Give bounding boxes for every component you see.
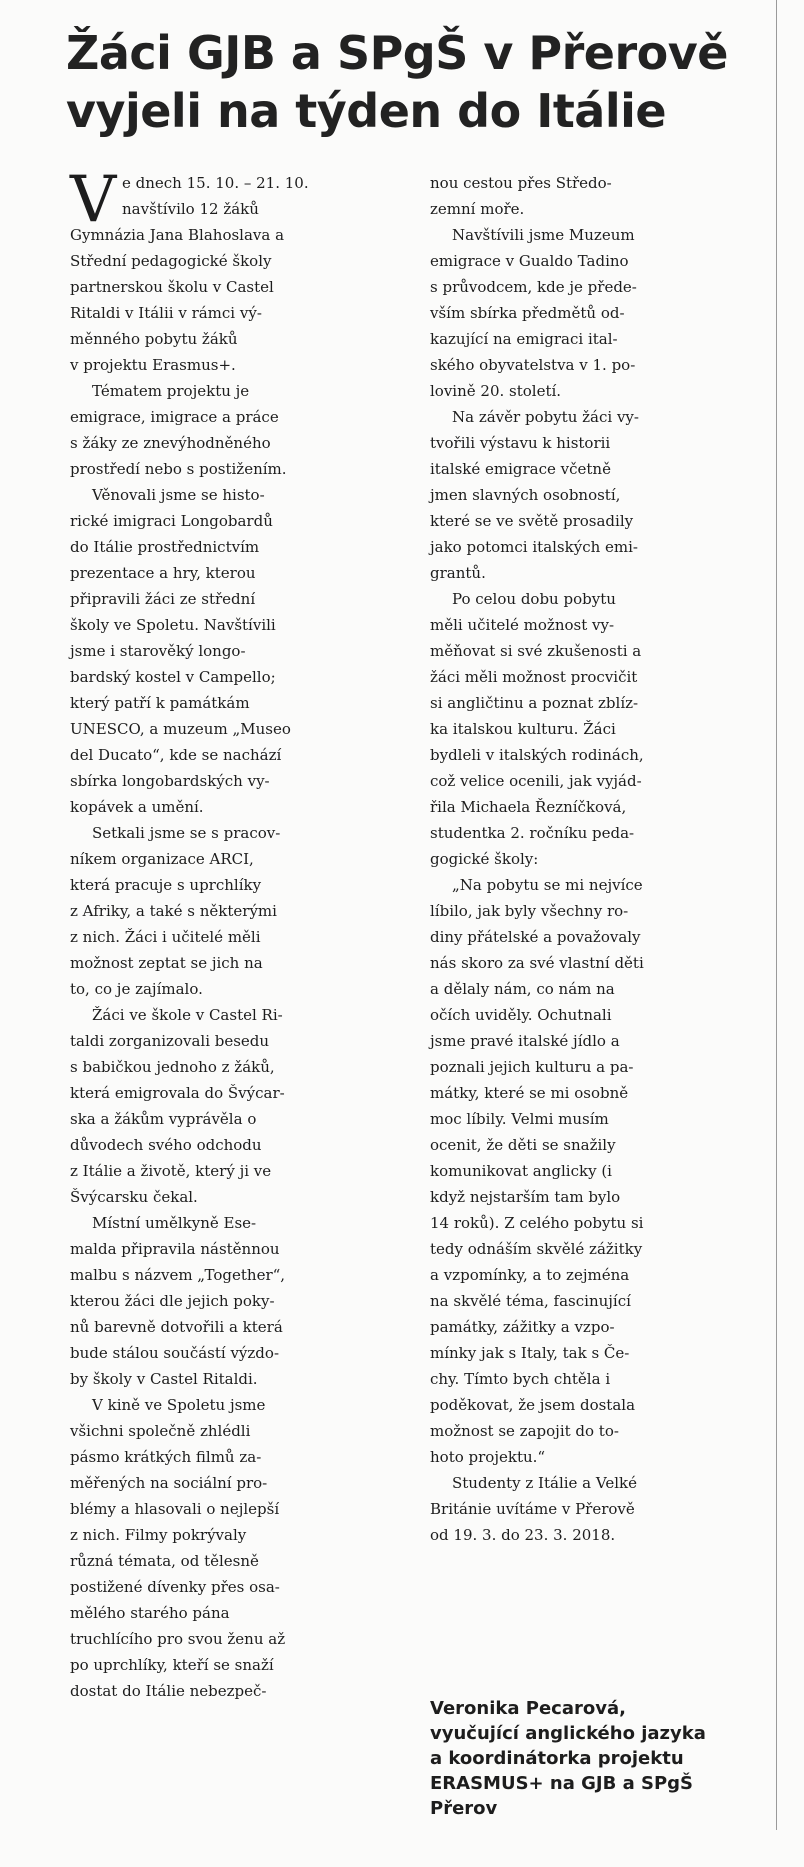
- text-line: líbilo, jak byly všechny ro-: [430, 902, 629, 920]
- text-line: emigrace v Gualdo Tadino: [430, 252, 629, 270]
- text-line: která pracuje s uprchlíky: [70, 876, 262, 894]
- text-line: partnerskou školu v Castel: [70, 278, 274, 296]
- text-line: s babičkou jednoho z žáků,: [70, 1058, 275, 1076]
- text-line: si angličtinu a poznat zblíz-: [430, 694, 639, 712]
- text-line: žáci měli možnost procvičit: [430, 668, 638, 686]
- text-line: kopávek a umění.: [70, 798, 204, 816]
- text-line: jmen slavných osobností,: [430, 486, 621, 504]
- text-line: vším sbírka předmětů od-: [430, 304, 625, 322]
- text-line: měřených na sociální pro-: [70, 1474, 268, 1492]
- text-line: Místní umělkyně Ese-: [92, 1214, 257, 1232]
- text-line: s průvodcem, kde je přede-: [430, 278, 637, 296]
- text-line: Británie uvítáme v Přerově: [430, 1500, 635, 1518]
- text-line: všichni společně zhlédli: [70, 1422, 251, 1440]
- text-line: komunikovat anglicky (i: [430, 1162, 612, 1180]
- headline-line: vyjeli na týden do Itálie: [66, 84, 667, 138]
- text-line: z Itálie a životě, který ji ve: [70, 1162, 272, 1180]
- text-line: tedy odnáším skvělé zážitky: [430, 1240, 643, 1258]
- text-line: UNESCO, a muzeum „Museo: [70, 720, 291, 738]
- text-line: e dnech 15. 10. – 21. 10.: [122, 174, 309, 192]
- text-line: zemní moře.: [430, 200, 525, 218]
- text-line: když nejstarším tam bylo: [430, 1188, 621, 1206]
- text-line: nů barevně dotvořili a která: [70, 1318, 283, 1336]
- text-line: bardský kostel v Campello;: [70, 668, 276, 686]
- text-line: blémy a hlasovali o nejlepší: [70, 1500, 280, 1518]
- text-line: připravili žáci ze střední: [70, 590, 256, 608]
- text-line: tvořili výstavu k historii: [430, 434, 611, 452]
- text-line: možnost se zapojit do to-: [430, 1422, 619, 1440]
- text-line: Gymnázia Jana Blahoslava a: [70, 226, 285, 244]
- text-line: studentka 2. ročníku peda-: [430, 824, 635, 842]
- article-byline: [430, 1696, 780, 1821]
- text-line: nás skoro za své vlastní děti: [430, 954, 644, 972]
- text-line: del Ducato“, kde se nachází: [70, 746, 282, 764]
- byline-line: Přerov: [430, 1798, 498, 1819]
- text-line: mátky, které se mi osobně: [430, 1084, 629, 1102]
- text-line: ocenit, že děti se snažily: [430, 1136, 616, 1154]
- text-line: ska a žákům vyprávěla o: [70, 1110, 257, 1128]
- text-line: navštívilo 12 žáků: [122, 200, 259, 218]
- text-line: Navštívili jsme Muzeum: [452, 226, 635, 244]
- text-line: diny přátelské a považovaly: [430, 928, 641, 946]
- text-line: důvodech svého odchodu: [70, 1136, 262, 1154]
- text-line: který patří k památkám: [70, 694, 250, 712]
- article-column-left: [70, 163, 430, 1704]
- text-line: Po celou dobu pobytu: [452, 590, 616, 608]
- text-line: emigrace, imigrace a práce: [70, 408, 279, 426]
- text-line: jsme pravé italské jídlo a: [430, 1032, 620, 1050]
- text-line: která emigrovala do Švýcar-: [70, 1084, 285, 1102]
- article-column-right: [430, 170, 780, 1548]
- text-line: což velice ocenili, jak vyjád-: [430, 772, 642, 790]
- text-line: měňovat si své zkušenosti a: [430, 642, 642, 660]
- text-line: Setkali jsme se s pracov-: [92, 824, 281, 842]
- text-line: taldi zorganizovali besedu: [70, 1032, 270, 1050]
- text-line: Studenty z Itálie a Velké: [452, 1474, 637, 1492]
- byline-line: ERASMUS+ na GJB a SPgŠ: [430, 1773, 693, 1794]
- text-line: možnost zeptat se jich na: [70, 954, 263, 972]
- text-line: grantů.: [430, 564, 486, 582]
- text-line: prostředí nebo s postižením.: [70, 460, 287, 478]
- text-line: níkem organizace ARCI,: [70, 850, 254, 868]
- text-line: jako potomci italských emi-: [430, 538, 638, 556]
- text-line: truchlícího pro svou ženu až: [70, 1630, 286, 1648]
- text-line: a dělaly nám, co nám na: [430, 980, 615, 998]
- text-line: rické imigraci Longobardů: [70, 512, 273, 530]
- text-line: gogické školy:: [430, 850, 539, 868]
- text-line: které se ve světě prosadily: [430, 512, 634, 530]
- text-line: na skvělé téma, fascinující: [430, 1292, 631, 1310]
- text-line: dostat do Itálie nebezpeč-: [70, 1682, 267, 1700]
- text-line: z nich. Filmy pokrývaly: [70, 1526, 247, 1544]
- text-line: V kině ve Spoletu jsme: [92, 1396, 266, 1414]
- text-line: Věnovali jsme se histo-: [92, 486, 265, 504]
- text-line: „Na pobytu se mi nejvíce: [452, 876, 643, 894]
- text-line: jsme i starověký longo-: [70, 642, 246, 660]
- text-line: do Itálie prostřednictvím: [70, 538, 260, 556]
- text-line: bydleli v italských rodinách,: [430, 746, 644, 764]
- text-line: měli učitelé možnost vy-: [430, 616, 615, 634]
- text-line: po uprchlíky, kteří se snaží: [70, 1656, 274, 1674]
- text-line: 14 roků). Z celého pobytu si: [430, 1214, 644, 1232]
- byline-line: a koordinátorka projektu: [430, 1748, 684, 1769]
- text-line: památky, zážitky a vzpo-: [430, 1318, 615, 1336]
- text-line: s žáky ze znevýhodněného: [70, 434, 271, 452]
- text-line: mínky jak s Italy, tak s Če-: [430, 1344, 630, 1362]
- text-line: by školy v Castel Ritaldi.: [70, 1370, 258, 1388]
- text-line: Švýcarsku čekal.: [70, 1188, 198, 1206]
- text-line: Na závěr pobytu žáci vy-: [452, 408, 639, 426]
- text-line: nou cestou přes Středo-: [430, 174, 612, 192]
- byline-line: Veronika Pecarová,: [430, 1698, 626, 1719]
- text-line: lovině 20. století.: [430, 382, 562, 400]
- text-line: Tématem projektu je: [92, 382, 250, 400]
- text-line: a vzpomínky, a to zejména: [430, 1266, 630, 1284]
- text-line: moc líbily. Velmi musím: [430, 1110, 609, 1128]
- text-line: hoto projektu.“: [430, 1448, 546, 1466]
- text-line: různá témata, od tělesně: [70, 1552, 259, 1570]
- drop-cap: V: [70, 163, 117, 237]
- text-line: Žáci ve škole v Castel Ri-: [92, 1006, 283, 1024]
- text-line: postižené dívenky přes osa-: [70, 1578, 280, 1596]
- text-line: pásmo krátkých filmů za-: [70, 1448, 262, 1466]
- text-line: malbu s názvem „Together“,: [70, 1266, 286, 1284]
- text-line: očích uviděly. Ochutnali: [430, 1006, 612, 1024]
- text-line: Střední pedagogické školy: [70, 252, 272, 270]
- text-line: školy ve Spoletu. Navštívili: [70, 616, 276, 634]
- byline-line: vyučující anglického jazyka: [430, 1723, 706, 1744]
- text-line: chy. Tímto bych chtěla i: [430, 1370, 611, 1388]
- text-line: řila Michaela Řezníčková,: [430, 798, 627, 816]
- text-line: bude stálou součástí výzdo-: [70, 1344, 280, 1362]
- text-line: prezentace a hry, kterou: [70, 564, 256, 582]
- text-line: poděkovat, že jsem dostala: [430, 1396, 636, 1414]
- text-line: ského obyvatelstva v 1. po-: [430, 356, 636, 374]
- text-line: to, co je zajímalo.: [70, 980, 203, 998]
- text-line: italské emigrace včetně: [430, 460, 611, 478]
- text-line: v projektu Erasmus+.: [70, 356, 236, 374]
- text-line: mělého starého pána: [70, 1604, 230, 1622]
- text-line: z Afriky, a také s některými: [70, 902, 277, 920]
- article-headline: [66, 24, 728, 140]
- text-line: poznali jejich kulturu a pa-: [430, 1058, 634, 1076]
- text-line: měnného pobytu žáků: [70, 330, 238, 348]
- headline-line: Žáci GJB a SPgŠ v Přerově: [66, 26, 728, 80]
- text-line: sbírka longobardských vy-: [70, 772, 270, 790]
- text-line: malda připravila nástěnnou: [70, 1240, 280, 1258]
- text-line: z nich. Žáci i učitelé měli: [70, 928, 261, 946]
- text-line: od 19. 3. do 23. 3. 2018.: [430, 1526, 616, 1544]
- column-rule: [776, 0, 777, 1830]
- text-line: ka italskou kulturu. Žáci: [430, 720, 616, 738]
- text-line: kterou žáci dle jejich poky-: [70, 1292, 275, 1310]
- text-line: Ritaldi v Itálii v rámci vý-: [70, 304, 262, 322]
- text-line: kazující na emigraci ital-: [430, 330, 618, 348]
